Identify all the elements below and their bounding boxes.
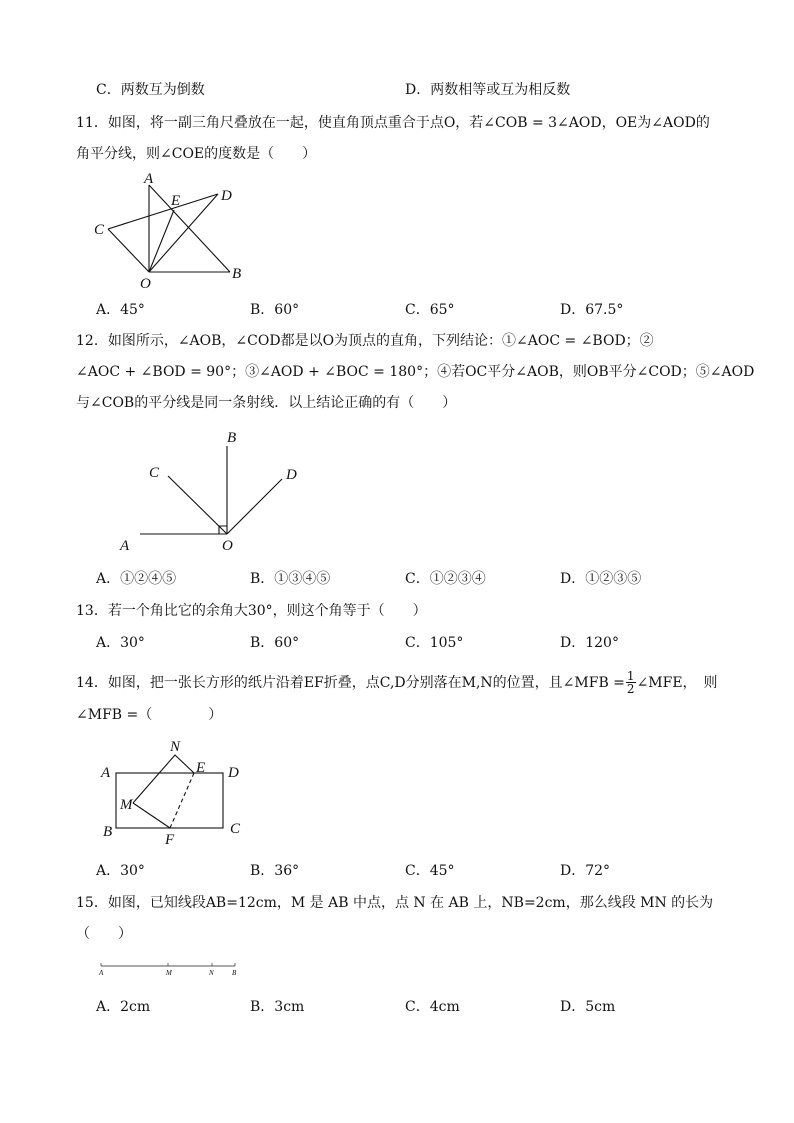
prev-option-c: C．两数互为倒数 [96, 82, 205, 98]
q11-option-c[interactable]: C．65° [405, 302, 455, 318]
q11-stem-line2: 角平分线，则∠COE的度数是（ ） [76, 146, 317, 162]
q13-option-d[interactable]: D．120° [560, 635, 619, 651]
q11-label-b: B [232, 266, 242, 282]
q14-stem-part2: ∠MFE， 则 [636, 675, 718, 691]
q12-label-o: O [222, 538, 233, 554]
q12-stem-line1: 12．如图所示，∠AOB，∠COD都是以O为顶点的直角，下列结论：①∠AOC = ∠BOD；② [76, 333, 654, 349]
q15-label-n: N [209, 969, 214, 977]
q13-option-b[interactable]: B．60° [250, 635, 300, 651]
q11-label-o: O [140, 276, 151, 288]
q14-option-a[interactable]: A．30° [96, 863, 145, 879]
q14-label-f: F [165, 832, 175, 848]
q11-label-c: C [94, 222, 105, 238]
q15-option-d[interactable]: D．5cm [560, 999, 616, 1015]
q11-figure [90, 168, 260, 288]
q14-stem-line1 [76, 665, 718, 699]
q15-label-b: B [232, 969, 237, 977]
q14-label-n: N [170, 739, 181, 755]
q13-option-c[interactable]: C．105° [405, 635, 464, 651]
q14-label-c: C [230, 821, 241, 837]
q14-label-m: M [120, 797, 133, 813]
q12-stem-line2: ∠AOC + ∠BOD = 90°；③∠AOD + ∠BOC = 180°；④若OC平分∠AOB，则OB平分∠COD；⑤∠AOD [76, 364, 755, 380]
q12-stem-line3: 与∠COB的平分线是同一条射线．以上结论正确的有（ ） [76, 395, 457, 411]
q14-figure [95, 735, 260, 850]
q14-label-a: A [101, 765, 111, 781]
q14-stem-part1: 14．如图，把一张长方形的纸片沿着EF折叠，点C,D分别落在M,N的位置，且∠MFB = [76, 675, 625, 691]
q12-label-a: A [120, 538, 130, 554]
q12-label-d: D [286, 467, 297, 483]
q12-option-a[interactable]: A．①②④⑤ [96, 571, 177, 587]
q12-option-c[interactable]: C．①②③④ [405, 571, 486, 587]
q14-fraction-numerator: 1 [626, 668, 635, 683]
q14-fraction [626, 670, 636, 695]
q14-label-b: B [103, 824, 113, 840]
q11-stem-line1: 11．如图，将一副三角尺叠放在一起，使直角顶点重合于点O，若∠COB = 3∠AOD，OE为∠AOD的 [76, 115, 710, 131]
q11-option-a[interactable]: A．45° [96, 302, 145, 318]
q15-stem-line2: （ ） [76, 926, 132, 942]
q14-option-d[interactable]: D．72° [560, 863, 611, 879]
q14-stem-line2: ∠MFB =（ ） [76, 707, 223, 723]
q12-option-d[interactable]: D．①②③⑤ [560, 571, 642, 587]
q15-figure [95, 958, 245, 982]
q12-label-c: C [149, 465, 160, 481]
q13-option-a[interactable]: A．30° [96, 635, 145, 651]
q11-label-d: D [221, 188, 232, 204]
q13-stem: 13．若一个角比它的余角大30°，则这个角等于（ ） [76, 603, 427, 619]
q15-label-m: M [166, 969, 172, 977]
q14-option-b[interactable]: B．36° [250, 863, 300, 879]
q11-option-d[interactable]: D．67.5° [560, 302, 624, 318]
q14-fraction-denominator: 2 [626, 681, 635, 696]
q15-label-a: A [99, 969, 104, 977]
q12-option-b[interactable]: B．①③④⑤ [250, 571, 331, 587]
q11-label-a: A [144, 171, 154, 187]
q12-figure [110, 425, 310, 555]
q14-label-e: E [196, 760, 206, 776]
q15-stem-line1: 15．如图，已知线段AB=12cm，M 是 AB 中点，点 N 在 AB 上，NB=2cm，那么线段 MN 的长为 [76, 895, 714, 911]
prev-option-d: D．两数相等或互为相反数 [405, 82, 571, 98]
q11-label-e: E [171, 193, 181, 209]
q11-option-b[interactable]: B．60° [250, 302, 300, 318]
q15-option-a[interactable]: A．2cm [96, 999, 151, 1015]
q12-label-b: B [227, 430, 237, 446]
q15-option-c[interactable]: C．4cm [405, 999, 460, 1015]
q14-option-c[interactable]: C．45° [405, 863, 455, 879]
q14-label-d: D [228, 765, 239, 781]
q15-option-b[interactable]: B．3cm [250, 999, 305, 1015]
